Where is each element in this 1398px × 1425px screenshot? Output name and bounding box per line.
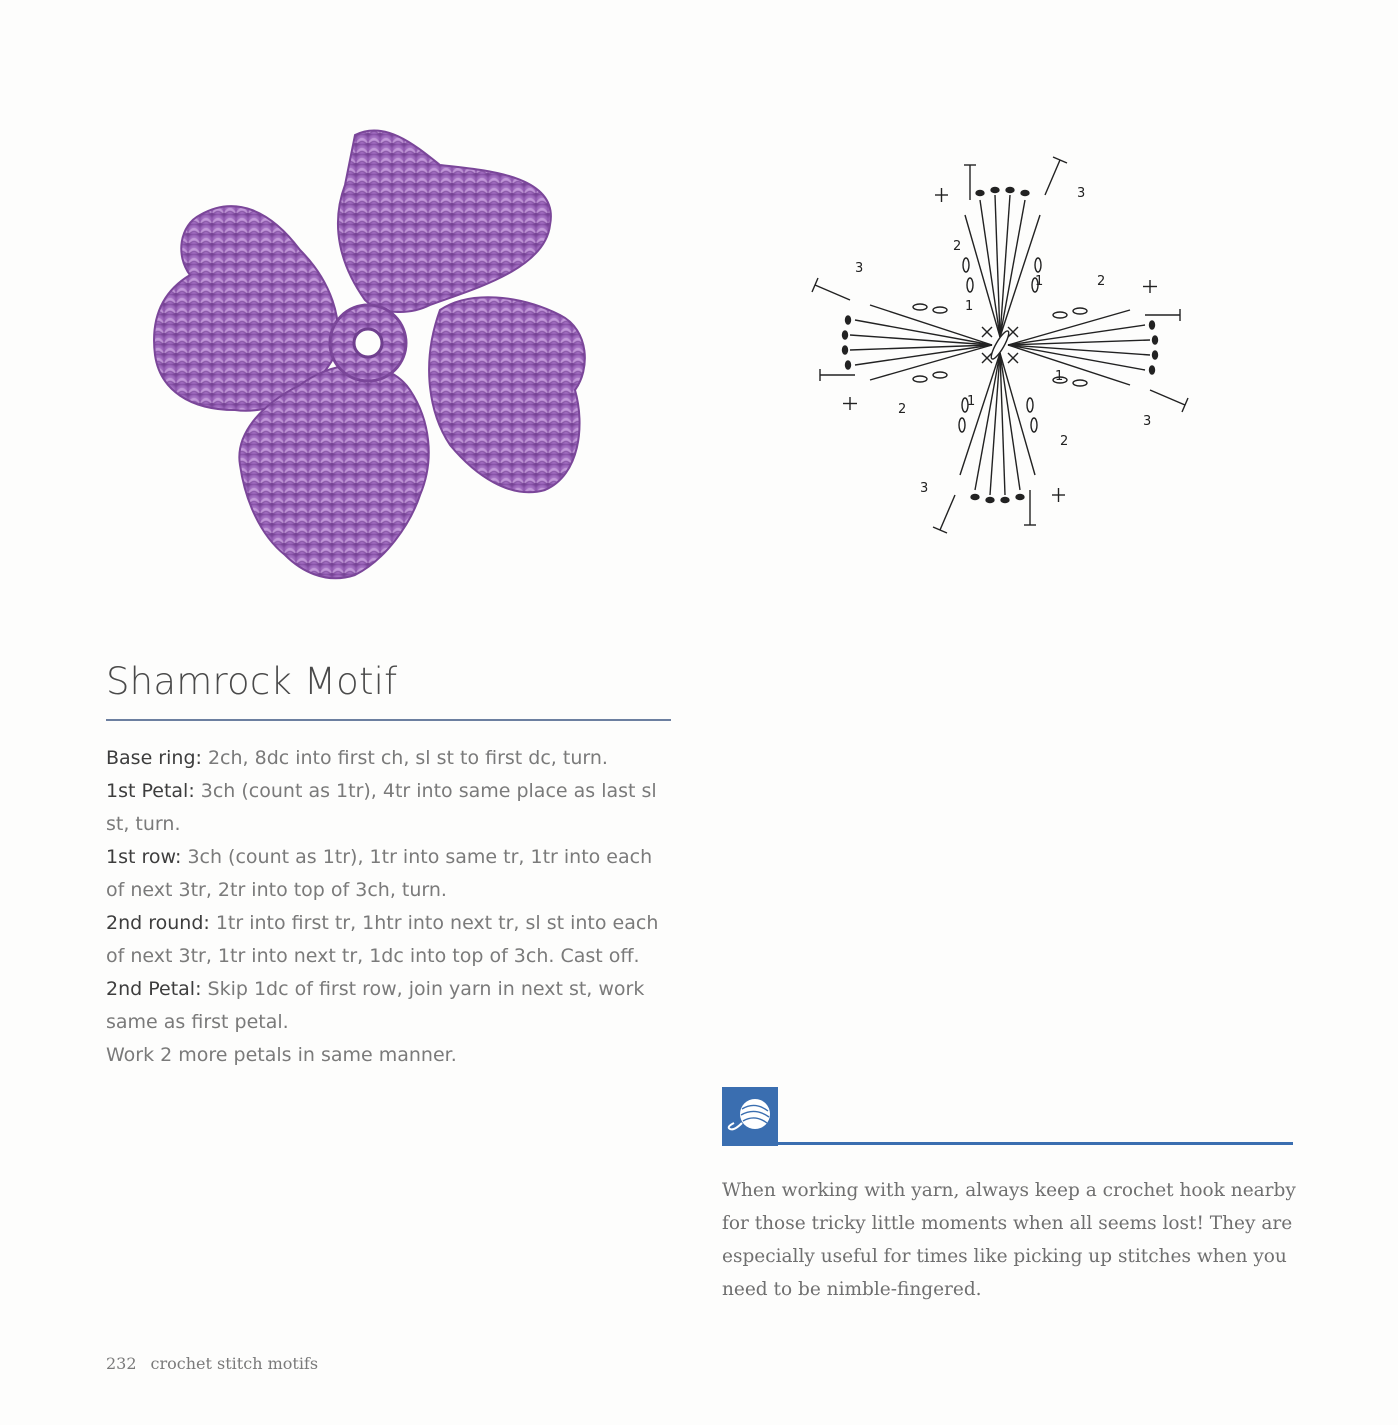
yarn-ball-icon: [722, 1087, 778, 1146]
round-2-label: 2: [953, 239, 962, 254]
svg-text:3: 3: [1143, 414, 1152, 429]
tip-divider: [778, 1142, 1293, 1145]
instruction-line: Base ring: 2ch, 8dc into first ch, sl st to first dc, turn.: [106, 747, 608, 769]
stitch-diagram: [805, 150, 1195, 540]
svg-text:2: 2: [1060, 434, 1069, 449]
instruction-line: 1st row: 3ch (count as 1tr), 1tr into same tr, 1tr into each of next 3tr, 2tr into top of 3ch, turn.: [106, 846, 653, 901]
svg-text:1: 1: [967, 394, 976, 409]
petal-right: [429, 297, 585, 492]
svg-text:3: 3: [855, 261, 864, 276]
instruction-line: 2nd round: 1tr into first tr, 1htr into next tr, sl st into each of next 3tr, 1tr into next tr, 1dc into top of 3ch. Cast off.: [106, 912, 659, 967]
tip-text: When working with yarn, always keep a crochet hook nearby for those tricky little moments when all seems lost! They are especially useful for times like picking up stitches when you need to be nimble-fingered.: [722, 1180, 1296, 1300]
svg-text:2: 2: [1097, 274, 1106, 289]
petal-top: [338, 130, 551, 312]
shamrock-photo: [140, 115, 600, 590]
round-3-label: 3: [1077, 186, 1086, 201]
instructions: [106, 742, 676, 1072]
instruction-line: 2nd Petal: Skip 1dc of first row, join yarn in next st, work same as first petal.: [106, 978, 645, 1033]
instruction-line: 1st Petal: 3ch (count as 1tr), 4tr into same place as last sl st, turn.: [106, 780, 657, 835]
svg-text:2: 2: [898, 402, 907, 417]
svg-text:1: 1: [1055, 369, 1064, 384]
page-title: Shamrock Motif: [106, 660, 398, 703]
title-divider: [106, 719, 671, 721]
section-name: crochet stitch motifs: [150, 1354, 319, 1373]
svg-text:1: 1: [965, 299, 974, 314]
page-number: 232: [106, 1354, 137, 1373]
instruction-line: Work 2 more petals in same manner.: [106, 1044, 457, 1066]
svg-text:3: 3: [920, 481, 929, 496]
round-1-label: 1: [1035, 274, 1044, 289]
page-footer: [106, 1354, 318, 1373]
